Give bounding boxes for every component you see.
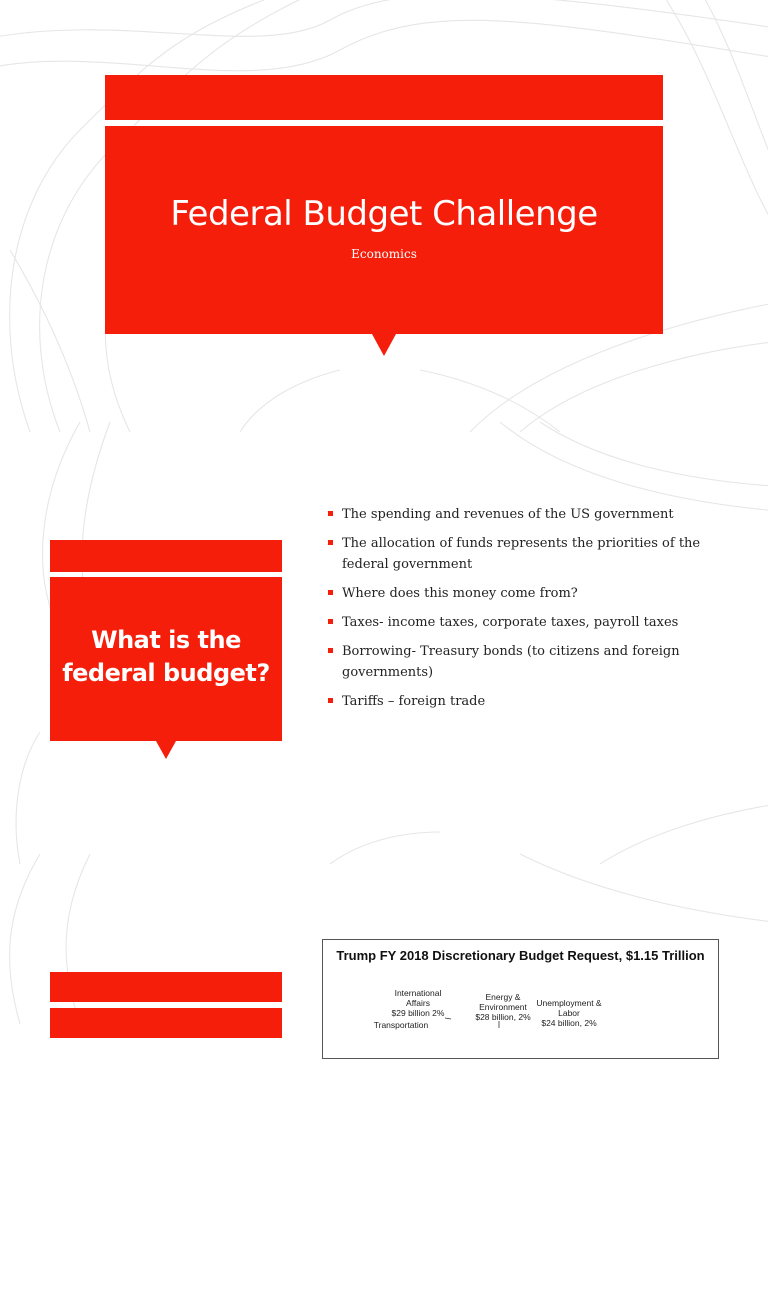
list-item	[328, 612, 718, 633]
bullet-square-icon	[328, 511, 333, 516]
slice-label-line: Labor	[558, 1008, 580, 1018]
heading-accent-bar	[50, 972, 282, 1002]
title-accent-bar	[105, 75, 663, 120]
chart-title: Trump FY 2018 Discretionary Budget Request, $1.15 Trillion	[336, 948, 705, 963]
slice-label-line: Environment	[479, 1002, 527, 1012]
list-item	[328, 641, 718, 683]
list-item	[328, 533, 718, 575]
bullet-square-icon	[328, 698, 333, 703]
slice-label-international-affairs	[371, 988, 465, 1018]
list-item-text: The spending and revenues of the US government	[342, 507, 674, 522]
slice-value-label: $29 billion 2%	[391, 1008, 445, 1018]
slice-label-line: Energy &	[485, 992, 521, 1002]
budget-pie-chart	[322, 939, 719, 1059]
heading-box-pointer	[156, 741, 176, 759]
slide-heading: What is the federal budget?	[62, 626, 270, 687]
slide-subtitle-text: Economics	[351, 247, 417, 261]
slice-label-unemployment-labor	[529, 998, 609, 1028]
bullet-square-icon	[328, 619, 333, 624]
bullet-square-icon	[328, 590, 333, 595]
slice-label-line: International	[394, 988, 442, 998]
bullet-square-icon	[328, 540, 333, 545]
leader-line-international	[445, 1018, 451, 1019]
list-item	[328, 504, 718, 525]
slice-value-label: $24 billion, 2%	[541, 1018, 597, 1028]
background-contour-lines	[0, 864, 768, 1296]
slide-budget-chart	[0, 864, 768, 1030]
list-item-text: Tariffs – foreign trade	[342, 694, 486, 709]
list-item-text: Where does this money come from?	[342, 586, 578, 601]
list-item-text: The allocation of funds represents the priorities of the federal government	[342, 536, 701, 572]
heading-box	[50, 1008, 282, 1038]
list-item-text: Taxes- income taxes, corporate taxes, payroll taxes	[342, 615, 679, 630]
list-item	[328, 583, 718, 604]
list-item-text: Borrowing- Treasury bonds (to citizens and foreign governments)	[342, 644, 680, 680]
title-box-pointer	[372, 334, 396, 356]
bullet-square-icon	[328, 648, 333, 653]
slide-what-is-budget	[0, 432, 768, 864]
slice-label-line: Affairs	[406, 998, 430, 1008]
list-item	[328, 691, 718, 712]
bullet-list	[328, 504, 718, 720]
slide-title	[0, 0, 768, 432]
heading-accent-bar	[50, 540, 282, 572]
slide-title-text: Federal Budget Challenge	[170, 194, 598, 234]
slice-label-transportation: Transportation	[373, 1020, 429, 1030]
slice-value-label: $28 billion, 2%	[475, 1012, 531, 1022]
slice-label-line: Unemployment &	[536, 998, 602, 1008]
